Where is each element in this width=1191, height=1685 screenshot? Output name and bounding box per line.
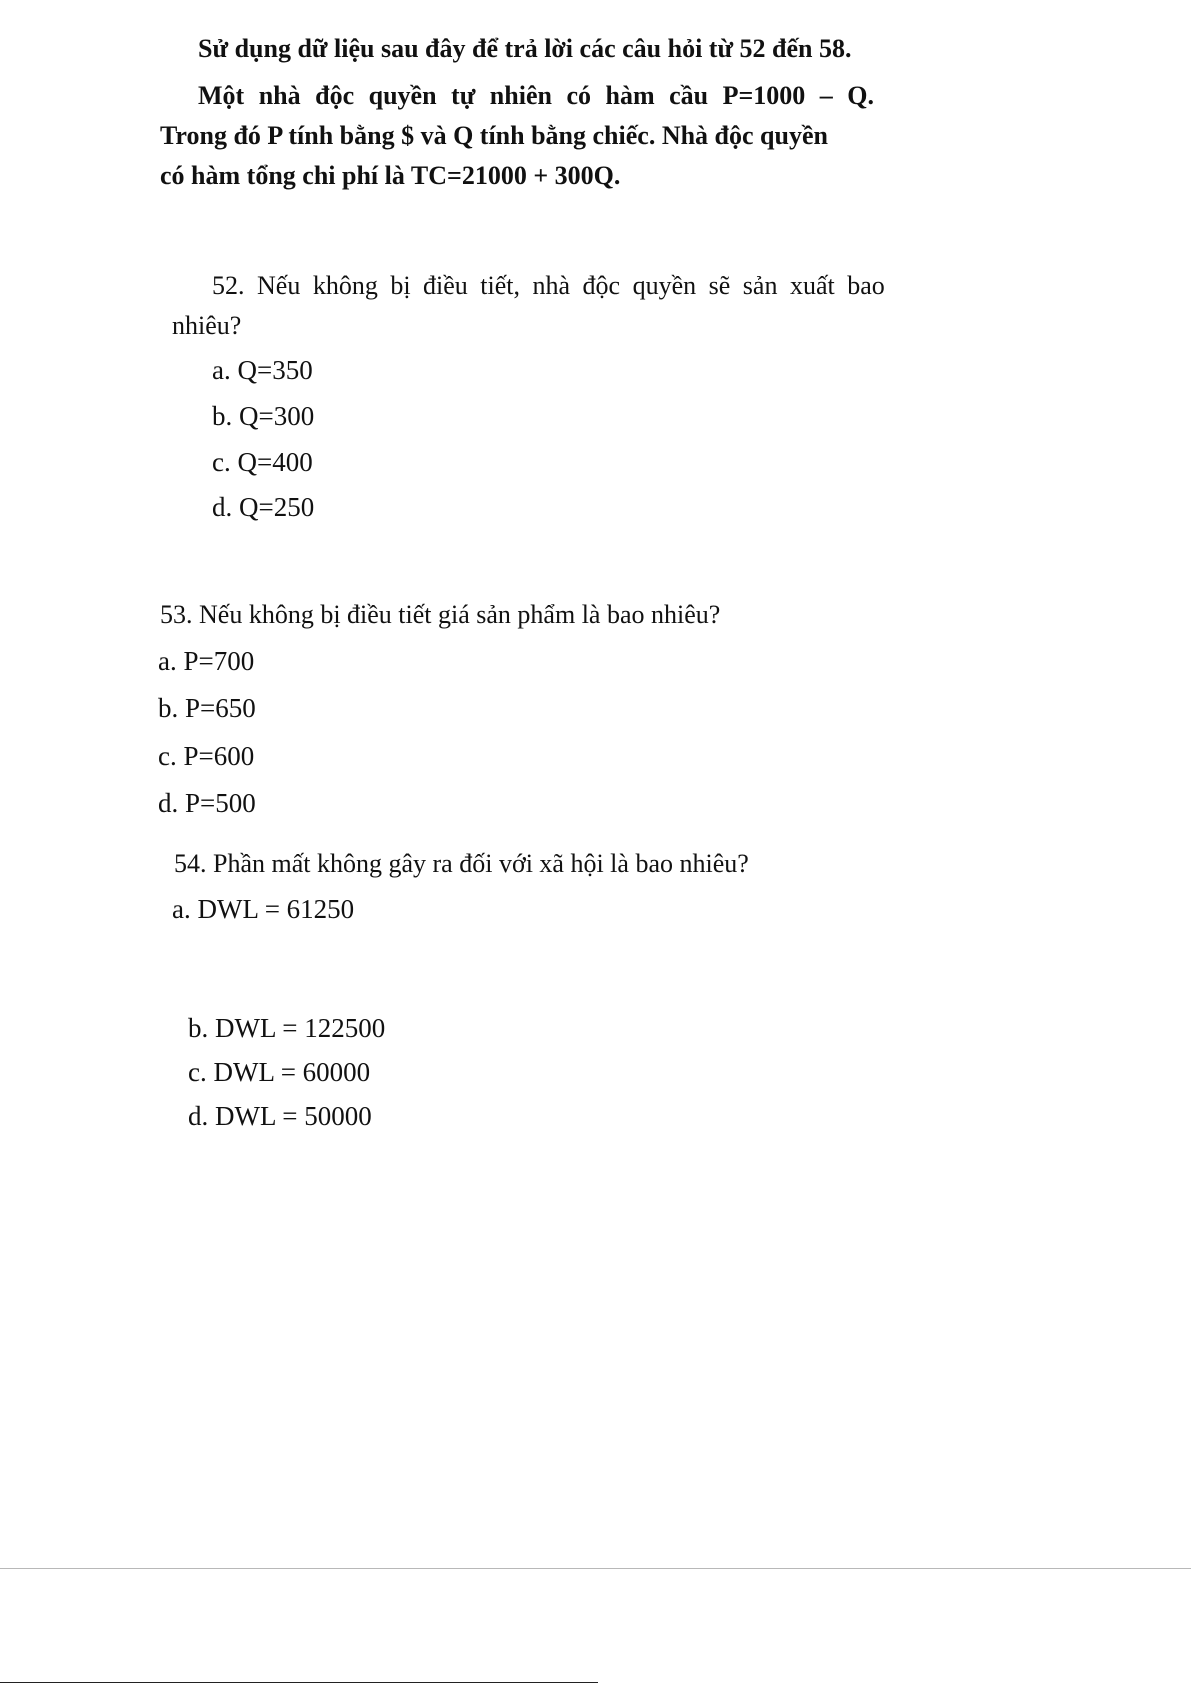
intro-line-2: Một nhà độc quyền tự nhiên có hàm cầu P=1000 – Q.: [198, 81, 875, 110]
question-53-option-d: d. P=500: [158, 788, 256, 818]
question-52-option-c: c. Q=400: [212, 447, 313, 477]
intro-line-1: Sử dụng dữ liệu sau đây để trả lời các câu hỏi từ 52 đến 58.: [198, 34, 852, 63]
question-54-option-a: a. DWL = 61250: [172, 894, 355, 924]
footnote-line: [0, 1682, 598, 1683]
question-53-option-a: a. P=700: [158, 646, 255, 676]
question-54-stem: 54. Phần mất không gây ra đối với xã hội là bao nhiêu?: [174, 849, 749, 878]
question-52-stem: 52. Nếu không bị điều tiết, nhà độc quyền sẽ sản xuất bao: [212, 271, 885, 300]
question-54-option-b: b. DWL = 122500: [188, 1013, 386, 1043]
question-53-stem: 53. Nếu không bị điều tiết giá sản phẩm là bao nhiêu?: [160, 600, 721, 629]
question-52-option-d: d. Q=250: [212, 492, 315, 522]
question-53-option-b: b. P=650: [158, 693, 256, 723]
question-52-option-b: b. Q=300: [212, 401, 315, 431]
intro-line-4: có hàm tổng chi phí là TC=21000 + 300Q.: [160, 161, 621, 190]
question-54-option-d: d. DWL = 50000: [188, 1101, 372, 1131]
question-54-option-c: c. DWL = 60000: [188, 1057, 371, 1087]
intro-line-3: Trong đó P tính bằng $ và Q tính bằng chiếc. Nhà độc quyền: [160, 121, 828, 150]
question-53-option-c: c. P=600: [158, 741, 255, 771]
question-52-option-a: a. Q=350: [212, 355, 313, 385]
cropped-text-remnant: [210, 1150, 300, 1158]
question-52-stem-cont: nhiêu?: [172, 311, 242, 340]
page-divider: [0, 1568, 1191, 1569]
